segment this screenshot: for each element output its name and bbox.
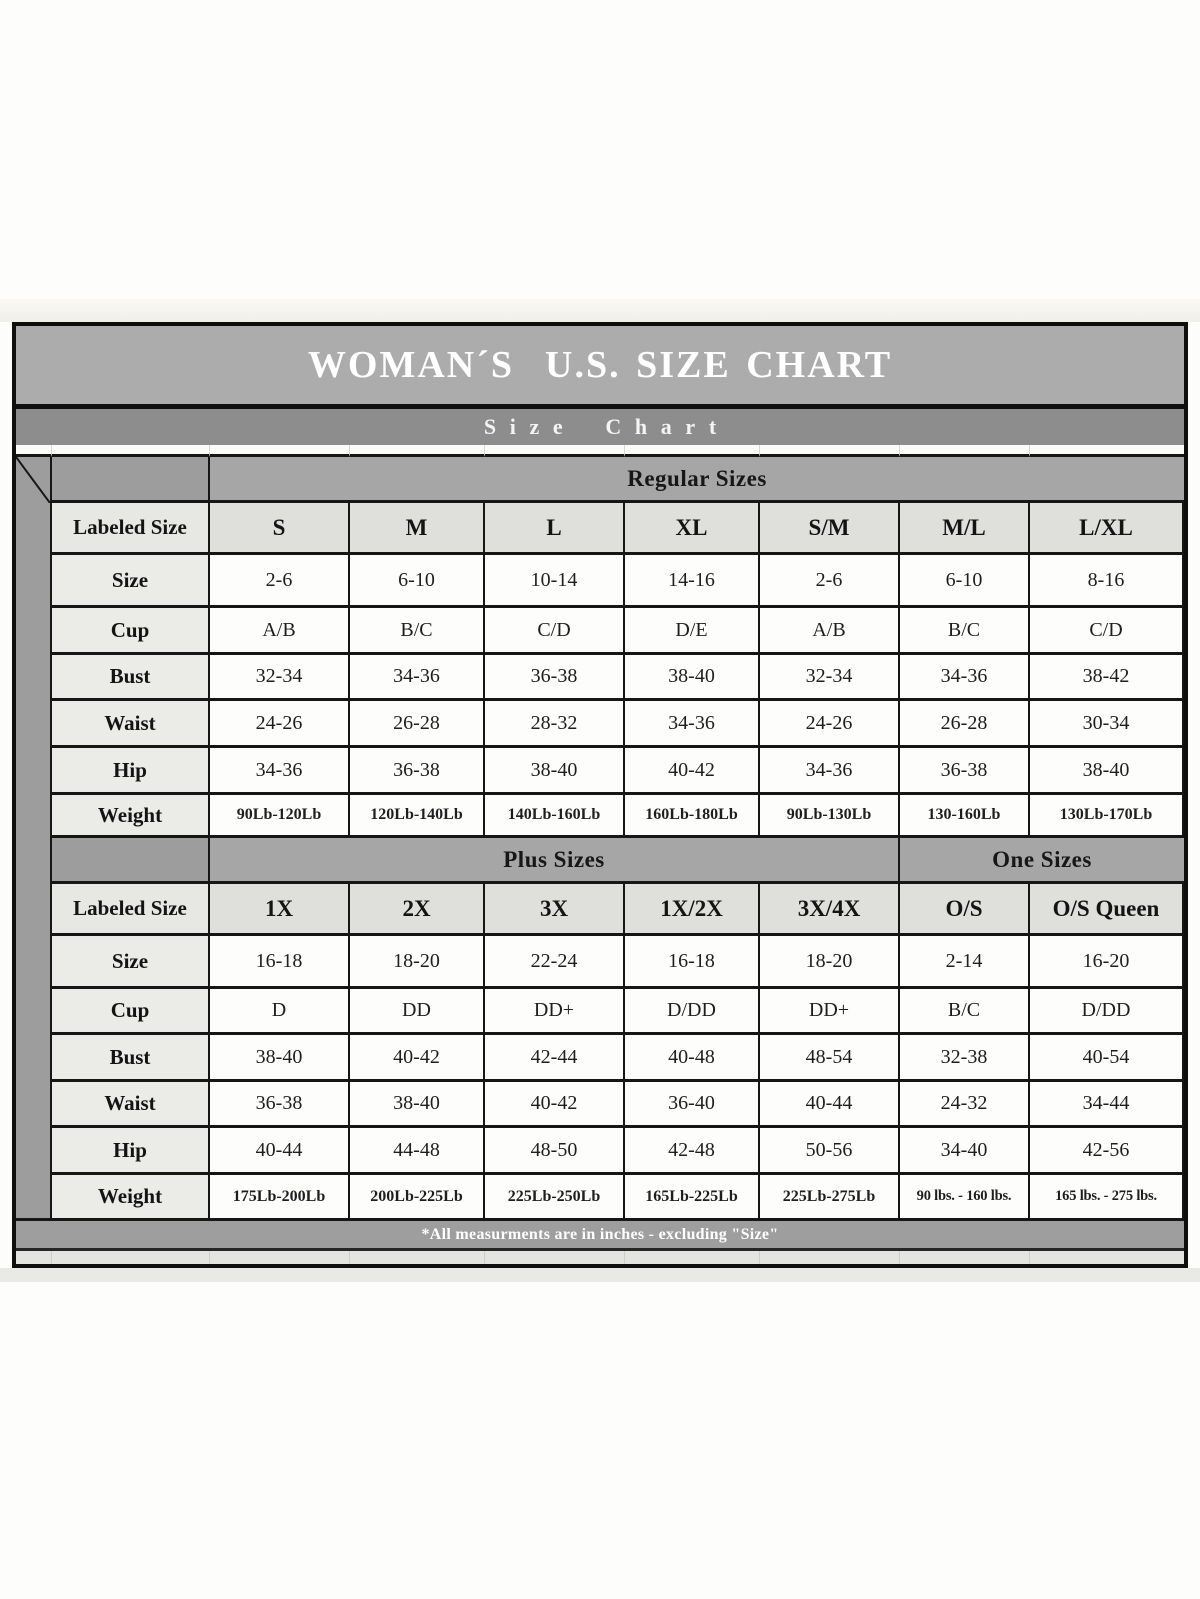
row-label: Weight: [52, 1175, 210, 1221]
size-cell: 90Lb-120Lb: [210, 795, 350, 838]
size-cell: 38-40: [210, 1035, 350, 1082]
column-header: 1X: [210, 884, 350, 936]
section-corner: [52, 838, 210, 884]
size-cell: 120Lb-140Lb: [350, 795, 485, 838]
size-cell: B/C: [900, 608, 1030, 655]
size-cell: 38-40: [1030, 748, 1184, 795]
column-header: S/M: [760, 503, 900, 555]
footnote-band: *All measurments are in inches - excluding "Size": [16, 1221, 1184, 1251]
size-cell: A/B: [210, 608, 350, 655]
column-header: L: [485, 503, 625, 555]
size-cell: 40-42: [350, 1035, 485, 1082]
column-header: 3X: [485, 884, 625, 936]
row-label: Weight: [52, 795, 210, 838]
labeled-size-header: Labeled Size: [52, 884, 210, 936]
size-cell: DD+: [485, 989, 625, 1035]
size-cell: 6-10: [900, 555, 1030, 608]
section-band-one-sizes: One Sizes: [900, 838, 1184, 884]
row-label: Size: [52, 555, 210, 608]
page-subtitle: Size Chart: [483, 414, 730, 439]
size-cell: 34-36: [900, 655, 1030, 701]
size-cell: 48-54: [760, 1035, 900, 1082]
column-header: M: [350, 503, 485, 555]
size-cell: A/B: [760, 608, 900, 655]
grid-bottom-strip-cell: [16, 1251, 52, 1264]
size-cell: 130-160Lb: [900, 795, 1030, 838]
size-cell: 165 lbs. - 275 lbs.: [1030, 1175, 1184, 1221]
corner-gutter: [16, 457, 52, 1221]
grid-bottom-strip-cell: [485, 1251, 625, 1264]
grid-gap-cell: [900, 445, 1030, 457]
column-header: 1X/2X: [625, 884, 760, 936]
size-cell: 18-20: [760, 936, 900, 989]
grid-gap-cell: [350, 445, 485, 457]
size-cell: B/C: [900, 989, 1030, 1035]
size-cell: 8-16: [1030, 555, 1184, 608]
size-cell: 36-38: [900, 748, 1030, 795]
size-cell: 34-36: [625, 701, 760, 748]
grid-bottom-strip-cell: [900, 1251, 1030, 1264]
size-cell: 90 lbs. - 160 lbs.: [900, 1175, 1030, 1221]
size-grid: [16, 445, 1184, 1264]
size-cell: 34-36: [760, 748, 900, 795]
grid-bottom-strip-cell: [760, 1251, 900, 1264]
size-cell: 44-48: [350, 1128, 485, 1175]
size-cell: 225Lb-250Lb: [485, 1175, 625, 1221]
size-cell: 40-42: [485, 1082, 625, 1128]
size-cell: 24-26: [210, 701, 350, 748]
column-header: 2X: [350, 884, 485, 936]
size-cell: 6-10: [350, 555, 485, 608]
section-band-regular: Regular Sizes: [210, 457, 1184, 503]
size-cell: 38-42: [1030, 655, 1184, 701]
size-cell: 2-6: [210, 555, 350, 608]
size-cell: 2-6: [760, 555, 900, 608]
grid-bottom-strip-cell: [1030, 1251, 1184, 1264]
size-cell: 36-38: [350, 748, 485, 795]
size-cell: 24-32: [900, 1082, 1030, 1128]
page-top-texture: [0, 299, 1200, 322]
size-cell: 16-18: [625, 936, 760, 989]
size-cell: 32-34: [210, 655, 350, 701]
size-cell: 16-20: [1030, 936, 1184, 989]
section-band-plus: Plus Sizes: [210, 838, 900, 884]
size-cell: 34-44: [1030, 1082, 1184, 1128]
size-cell: 42-56: [1030, 1128, 1184, 1175]
size-cell: 40-44: [210, 1128, 350, 1175]
column-header: 3X/4X: [760, 884, 900, 936]
size-cell: 160Lb-180Lb: [625, 795, 760, 838]
size-cell: D/DD: [625, 989, 760, 1035]
size-cell: DD+: [760, 989, 900, 1035]
row-label: Cup: [52, 989, 210, 1035]
size-cell: D: [210, 989, 350, 1035]
size-chart-table: [12, 322, 1188, 1268]
section-corner: [52, 457, 210, 503]
page-bottom-shadow: [0, 1268, 1200, 1282]
size-cell: 40-44: [760, 1082, 900, 1128]
size-cell: 34-36: [350, 655, 485, 701]
grid-gap-cell: [760, 445, 900, 457]
size-cell: 30-34: [1030, 701, 1184, 748]
grid-gap-cell: [16, 445, 52, 457]
column-header: S: [210, 503, 350, 555]
row-label: Cup: [52, 608, 210, 655]
column-header: XL: [625, 503, 760, 555]
row-label: Bust: [52, 1035, 210, 1082]
size-cell: 36-38: [210, 1082, 350, 1128]
column-header: L/XL: [1030, 503, 1184, 555]
row-label: Hip: [52, 748, 210, 795]
grid-gap-cell: [210, 445, 350, 457]
column-header: O/S Queen: [1030, 884, 1184, 936]
size-cell: 225Lb-275Lb: [760, 1175, 900, 1221]
size-cell: 32-34: [760, 655, 900, 701]
grid-bottom-strip-cell: [350, 1251, 485, 1264]
size-cell: 16-18: [210, 936, 350, 989]
grid-gap-cell: [52, 445, 210, 457]
size-cell: 38-40: [485, 748, 625, 795]
size-cell: C/D: [1030, 608, 1184, 655]
size-cell: 34-36: [210, 748, 350, 795]
size-cell: 38-40: [625, 655, 760, 701]
size-cell: 40-54: [1030, 1035, 1184, 1082]
size-cell: 32-38: [900, 1035, 1030, 1082]
size-cell: 130Lb-170Lb: [1030, 795, 1184, 838]
size-cell: DD: [350, 989, 485, 1035]
size-cell: D/E: [625, 608, 760, 655]
column-header: O/S: [900, 884, 1030, 936]
size-cell: 24-26: [760, 701, 900, 748]
size-cell: 200Lb-225Lb: [350, 1175, 485, 1221]
subtitle-band: [16, 409, 1184, 445]
page-title: WOMAN´S U.S. SIZE CHART: [307, 344, 893, 386]
size-cell: 50-56: [760, 1128, 900, 1175]
size-cell: B/C: [350, 608, 485, 655]
size-cell: 26-28: [350, 701, 485, 748]
size-cell: 28-32: [485, 701, 625, 748]
size-cell: 22-24: [485, 936, 625, 989]
row-label: Hip: [52, 1128, 210, 1175]
grid-bottom-strip-cell: [625, 1251, 760, 1264]
size-cell: 42-48: [625, 1128, 760, 1175]
size-cell: 90Lb-130Lb: [760, 795, 900, 838]
size-cell: 38-40: [350, 1082, 485, 1128]
size-cell: 42-44: [485, 1035, 625, 1082]
size-cell: 14-16: [625, 555, 760, 608]
size-cell: D/DD: [1030, 989, 1184, 1035]
row-label: Bust: [52, 655, 210, 701]
row-label: Waist: [52, 1082, 210, 1128]
title-band: [16, 326, 1184, 404]
column-header: M/L: [900, 503, 1030, 555]
grid-gap-cell: [485, 445, 625, 457]
size-cell: 18-20: [350, 936, 485, 989]
size-cell: 10-14: [485, 555, 625, 608]
size-cell: 165Lb-225Lb: [625, 1175, 760, 1221]
size-cell: 175Lb-200Lb: [210, 1175, 350, 1221]
corner-diagonal-line: [16, 457, 50, 503]
grid-gap-cell: [1030, 445, 1184, 457]
size-cell: C/D: [485, 608, 625, 655]
row-label: Waist: [52, 701, 210, 748]
size-cell: 34-40: [900, 1128, 1030, 1175]
size-cell: 40-48: [625, 1035, 760, 1082]
row-label: Size: [52, 936, 210, 989]
size-cell: 2-14: [900, 936, 1030, 989]
size-cell: 26-28: [900, 701, 1030, 748]
size-cell: 36-38: [485, 655, 625, 701]
size-cell: 140Lb-160Lb: [485, 795, 625, 838]
grid-bottom-strip-cell: [52, 1251, 210, 1264]
grid-bottom-strip-cell: [210, 1251, 350, 1264]
grid-gap-cell: [625, 445, 760, 457]
size-cell: 36-40: [625, 1082, 760, 1128]
labeled-size-header: Labeled Size: [52, 503, 210, 555]
size-cell: 40-42: [625, 748, 760, 795]
size-cell: 48-50: [485, 1128, 625, 1175]
